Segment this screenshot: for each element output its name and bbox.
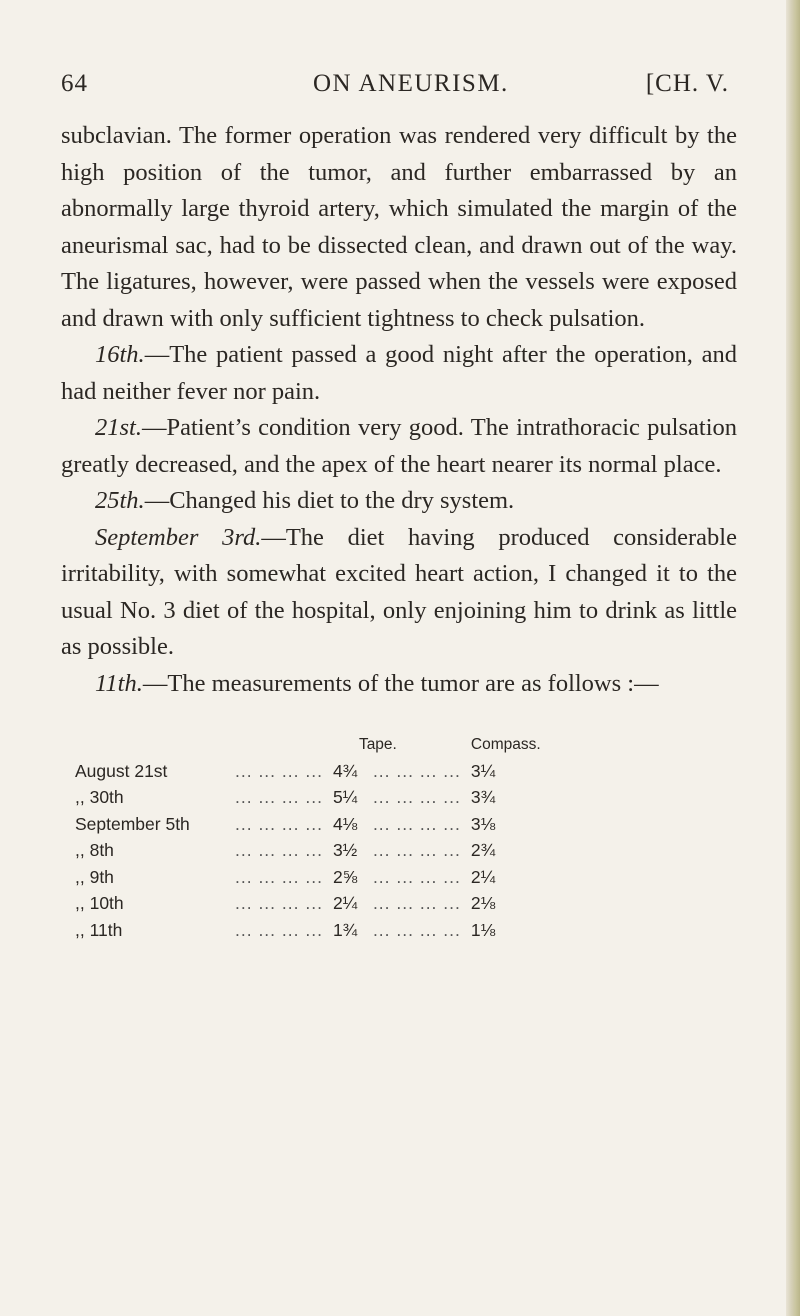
leader-dots: ... ... ... ... (372, 840, 461, 861)
leader-dots: ... ... ... ... (235, 866, 323, 887)
paragraph-text: —Patient’s condition very good. The intrathoracic pulsation greatly decreased, and the apex of the heart nearer its normal place. (61, 414, 737, 478)
compass-value: 2¼ (470, 866, 496, 887)
tape-value: 3½ (332, 840, 358, 861)
column-header-tape: Tape. (358, 736, 397, 753)
paragraph-text: —The measurements of the tumor are as follows :— (142, 669, 659, 697)
row-date: ,, 9th (75, 866, 114, 887)
row-date: August 21st (75, 760, 168, 781)
table-row (75, 785, 541, 812)
row-date: September 5th (75, 813, 190, 834)
leader-dots: ... ... ... ... (372, 760, 461, 781)
tape-value: 2¼ (332, 893, 358, 914)
compass-value: 3⅛ (470, 813, 496, 834)
leader-dots: ... ... ... ... (235, 787, 323, 808)
table-row (75, 758, 541, 785)
paragraph-text: subclavian. The former operation was rendered very difficult by the high position of the tumor, and further embarrassed by an abnormally large thyroid artery, which simulated the margin of the aneurismal sac, had to be dissected clean, and drawn out of the way. The ligatures, however, were passed when the vessels were exposed and drawn with only sufficient tightness to check pulsation. (61, 122, 737, 332)
page-number: 64 (61, 70, 88, 97)
paragraph (61, 118, 737, 337)
book-page (61, 70, 737, 702)
paragraph-date: 21st. (95, 414, 142, 441)
running-title: ON ANEURISM. (313, 70, 509, 97)
compass-value: 2⅛ (470, 893, 496, 914)
table-row (75, 838, 541, 865)
measurements-table (75, 736, 541, 944)
table-row (75, 891, 541, 918)
compass-value: 3¼ (470, 760, 496, 781)
leader-dots: ... ... ... ... (372, 893, 461, 914)
table-header-row (75, 736, 541, 758)
table-row (75, 811, 541, 838)
compass-value: 1⅛ (470, 919, 496, 940)
leader-dots: ... ... ... ... (372, 866, 461, 887)
paragraph-text: —The patient passed a good night after the operation, and had neither fever nor pain. (61, 341, 737, 405)
leader-dots: ... ... ... ... (235, 813, 323, 834)
paragraph (61, 520, 737, 666)
table-row (75, 917, 541, 944)
paragraph-date: September 3rd. (95, 523, 262, 551)
table-row (75, 864, 541, 891)
leader-dots: ... ... ... ... (372, 813, 461, 834)
paragraph (61, 410, 737, 483)
paragraph (61, 337, 737, 410)
paragraph (61, 666, 737, 703)
paragraph-text: —The diet having produced considerable irritability, with somewhat excited heart action, I changed it to the usual No. 3 diet of the hospital, only enjoining him to drink as little as possible. (61, 523, 737, 660)
tape-value: 4¾ (332, 760, 358, 781)
leader-dots: ... ... ... ... (235, 760, 323, 781)
running-header (61, 70, 737, 104)
chapter-marker: [CH. V. (645, 70, 729, 97)
leader-dots: ... ... ... ... (235, 840, 323, 861)
leader-dots: ... ... ... ... (372, 919, 461, 940)
leader-dots: ... ... ... ... (235, 919, 323, 940)
leader-dots: ... ... ... ... (235, 893, 323, 914)
column-header-compass: Compass. (470, 736, 541, 753)
tape-value: 5¼ (332, 787, 358, 808)
tape-value: 2⅝ (332, 866, 358, 887)
tape-value: 1¾ (332, 919, 358, 940)
body-text (61, 118, 737, 702)
row-date: ,, 30th (75, 787, 124, 808)
page-edge-shadow (786, 0, 800, 1316)
paragraph-date: 11th. (95, 669, 143, 697)
paragraph-date: 16th. (95, 341, 145, 368)
tape-value: 4⅛ (332, 813, 358, 834)
compass-value: 3¾ (470, 787, 496, 808)
row-date: ,, 8th (75, 840, 114, 861)
paragraph-text: —Changed his diet to the dry system. (144, 487, 515, 514)
leader-dots: ... ... ... ... (372, 787, 461, 808)
row-date: ,, 10th (75, 893, 124, 914)
compass-value: 2¾ (470, 840, 496, 861)
paragraph (61, 483, 737, 520)
row-date: ,, 11th (75, 919, 123, 940)
paragraph-date: 25th. (95, 487, 145, 514)
